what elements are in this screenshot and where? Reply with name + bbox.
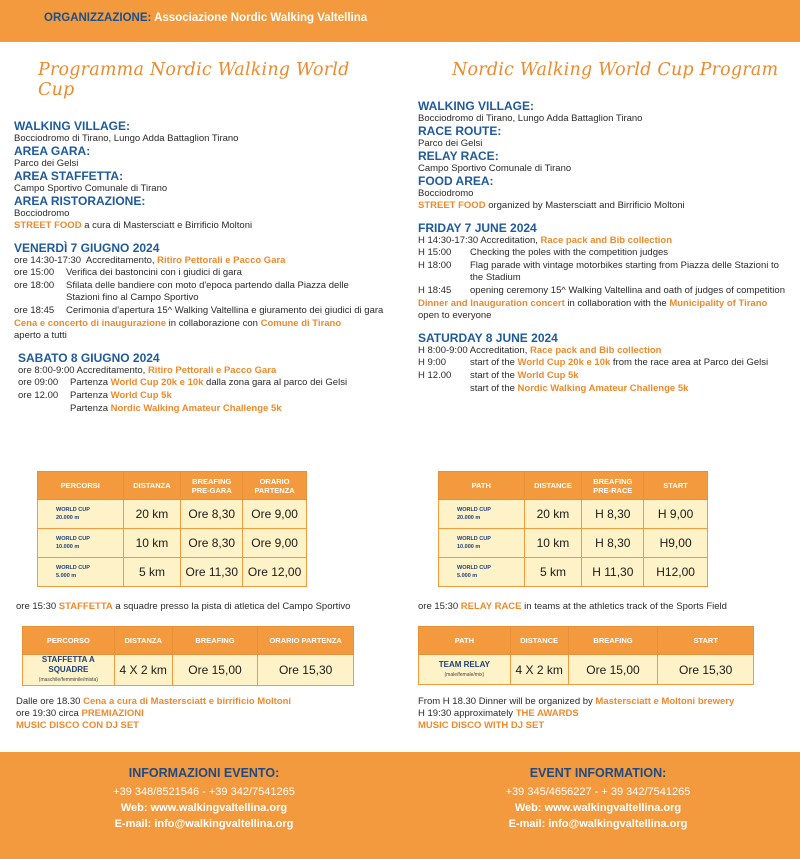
area-text: Bocciodromo di Tirano, Lungo Adda Battaglion Tirano bbox=[418, 113, 643, 124]
table-cell: Ore 15,30 bbox=[658, 655, 754, 685]
table-cell: H 8,30 bbox=[582, 500, 644, 529]
table-cell: Ore 12,00 bbox=[243, 558, 307, 587]
info-web-link[interactable]: Web: www.walkingvaltellina.org bbox=[120, 802, 288, 814]
area-text: Campo Sportivo Comunale di Tirano bbox=[14, 183, 168, 194]
relay-sub: (maschile/femminile/mista) bbox=[38, 677, 98, 683]
table-header: DISTANZA bbox=[114, 627, 172, 655]
text: a squadre presso la pista di atletica del Campo Sportivo bbox=[112, 601, 351, 612]
closing-dinner bbox=[418, 696, 734, 708]
highlight: Municipality of Tirano bbox=[669, 298, 768, 309]
day1-schedule bbox=[418, 247, 788, 298]
schedule-time: H 18:45 bbox=[418, 285, 452, 296]
day2-accreditation bbox=[18, 365, 384, 377]
table-header: ORARIO PARTENZA bbox=[243, 472, 307, 500]
relay-table-it bbox=[22, 626, 354, 686]
area-text: Bocciodromo di Tirano, Lungo Adda Battaglion Tirano bbox=[14, 133, 239, 144]
relay-sub: (male/female/mix) bbox=[444, 671, 485, 678]
highlight: PREMIAZIONI bbox=[81, 708, 144, 719]
closing-en bbox=[418, 696, 734, 732]
highlight: Cena e concerto di inaugurazione bbox=[14, 318, 167, 329]
table-header: START bbox=[644, 472, 708, 500]
relay-name: STAFFETTA A SQUADRE bbox=[41, 655, 95, 674]
table-header: START bbox=[658, 627, 754, 655]
organization-bar bbox=[0, 0, 800, 42]
table-row bbox=[419, 655, 754, 685]
day1-accreditation bbox=[14, 255, 384, 267]
text: Accreditamento, bbox=[76, 365, 148, 376]
relay-name: TEAM RELAY bbox=[438, 659, 490, 669]
text: Accreditamento, bbox=[85, 255, 158, 266]
table-cell: WORLD CUP 20.000 m bbox=[439, 500, 525, 529]
area-heading: RACE ROUTE: bbox=[418, 124, 502, 138]
text: in teams at the athletics track of the Sports Field bbox=[521, 601, 727, 612]
time: H 14:30-17:30 bbox=[418, 235, 479, 246]
text: Accreditation, bbox=[480, 235, 541, 246]
highlight: Nordic Walking Amateur Challenge 5k bbox=[110, 403, 282, 414]
schedule-text bbox=[470, 357, 788, 370]
text: Dalle ore 18.30 bbox=[16, 696, 84, 707]
day1-title: VENERDÌ 7 GIUGNO 2024 bbox=[14, 241, 160, 255]
table-header: BREAFING PRE-GARA bbox=[181, 472, 243, 500]
table-row bbox=[439, 558, 708, 587]
day2-title: SATURDAY 8 JUNE 2024 bbox=[418, 331, 558, 345]
text: start of the bbox=[470, 357, 518, 368]
schedule-text bbox=[70, 390, 384, 403]
day2-title: SABATO 8 GIUGNO 2024 bbox=[18, 351, 160, 365]
table-cell: H 8,30 bbox=[582, 529, 644, 558]
table-row bbox=[23, 655, 354, 686]
table-cell: 5 km bbox=[524, 558, 582, 587]
schedule-text: Flag parade with vintage motorbikes starting from Piazza delle Stazioni to the Stadium bbox=[470, 260, 779, 283]
info-web-link[interactable]: Web: www.walkingvaltellina.org bbox=[514, 802, 682, 814]
text: ore 19:30 circa bbox=[16, 708, 82, 719]
highlight: Dinner and Inauguration concert bbox=[418, 298, 565, 309]
info-phone: +39 345/4656227 - + 39 342/7541265 bbox=[505, 786, 691, 798]
concert-open: aperto a tutti bbox=[14, 330, 67, 341]
table-cell: 10 km bbox=[123, 529, 181, 558]
table-cell: 10 km bbox=[524, 529, 582, 558]
italian-title: Programma Nordic Walking World Cup bbox=[38, 60, 350, 100]
info-title: INFORMAZIONI EVENTO: bbox=[128, 766, 280, 780]
schedule-time: H 9:00 bbox=[418, 357, 446, 368]
street-food-text: organized by Mastersciatt and Birrificio Moltoni bbox=[485, 200, 685, 211]
table-header: PERCORSI bbox=[38, 472, 124, 500]
table-header: PATH bbox=[419, 627, 511, 655]
schedule-text bbox=[470, 383, 788, 396]
table-cell: 4 X 2 km bbox=[510, 655, 568, 685]
text: Accreditation, bbox=[469, 345, 530, 356]
race-table-it bbox=[37, 471, 307, 587]
highlight: World Cup 5k bbox=[110, 390, 172, 401]
time: H 8:00-9:00 bbox=[418, 345, 468, 356]
time: ore 15:30 bbox=[418, 601, 459, 612]
closing-disco bbox=[16, 720, 291, 732]
table-header: DISTANZA bbox=[123, 472, 181, 500]
highlight: Nordic Walking Amateur Challenge 5k bbox=[517, 383, 689, 394]
closing-it bbox=[16, 696, 291, 732]
street-food-line bbox=[14, 220, 384, 232]
table-row bbox=[439, 500, 708, 529]
table-header: PATH bbox=[439, 472, 525, 500]
text: from the race area at Parco dei Gelsi bbox=[610, 357, 769, 368]
schedule-time: H 15:00 bbox=[418, 247, 452, 258]
highlight: World Cup 20k e 10k bbox=[110, 377, 204, 388]
closing-awards bbox=[418, 708, 734, 720]
italian-column bbox=[14, 60, 384, 416]
race-table-en bbox=[438, 471, 708, 587]
table-row bbox=[38, 529, 307, 558]
table-cell: Ore 15,00 bbox=[568, 655, 658, 685]
text: Partenza bbox=[70, 377, 111, 388]
text: start of the bbox=[470, 370, 518, 381]
time: ore 15:30 bbox=[16, 601, 57, 612]
text: in collaborazione con bbox=[166, 318, 261, 329]
schedule-time: ore 18:45 bbox=[14, 305, 55, 316]
text: Partenza bbox=[70, 403, 111, 414]
info-block-it bbox=[24, 766, 384, 832]
area-heading: AREA RISTORAZIONE: bbox=[14, 194, 146, 208]
schedule-text: Verifica dei bastoncini con i giudici di gara bbox=[66, 267, 242, 278]
area-heading: WALKING VILLAGE: bbox=[418, 99, 534, 113]
day2-schedule bbox=[18, 377, 384, 416]
area-text: Campo Sportivo Comunale di Tirano bbox=[418, 163, 572, 174]
text: in collaboration with the bbox=[564, 298, 670, 309]
area-heading: RELAY RACE: bbox=[418, 149, 499, 163]
schedule-text bbox=[70, 377, 384, 390]
highlight: Comune di Tirano bbox=[260, 318, 342, 329]
table-cell: H 11,30 bbox=[582, 558, 644, 587]
day2-schedule bbox=[418, 357, 788, 396]
highlight: Ritiro Pettorali e Pacco Gara bbox=[157, 255, 286, 266]
day1-accreditation bbox=[418, 235, 788, 247]
area-text: Parco dei Gelsi bbox=[14, 158, 79, 169]
highlight: RELAY RACE bbox=[460, 601, 522, 612]
relay-line-en bbox=[418, 601, 727, 613]
text: Partenza bbox=[70, 390, 111, 401]
time: ore 14:30-17:30 bbox=[14, 255, 82, 266]
area-text: Parco dei Gelsi bbox=[418, 138, 483, 149]
table-cell bbox=[23, 655, 115, 686]
info-email-link[interactable]: E-mail: info@walkingvaltellina.org bbox=[508, 818, 688, 830]
table-cell: Ore 15,00 bbox=[172, 655, 258, 686]
highlight: MUSIC DISCO WITH DJ SET bbox=[418, 720, 545, 731]
area-heading: AREA GARA: bbox=[14, 144, 91, 158]
closing-dinner bbox=[16, 696, 291, 708]
highlight: World Cup 20k e 10k bbox=[517, 357, 611, 368]
table-cell: H 9,00 bbox=[644, 500, 708, 529]
highlight: Mastersciatt e Moltoni brewery bbox=[595, 696, 735, 707]
table-header: DISTANCE bbox=[524, 472, 582, 500]
organization-label: ORGANIZZAZIONE: bbox=[44, 12, 152, 24]
relay-table-en bbox=[418, 626, 754, 685]
highlight: World Cup 5k bbox=[517, 370, 579, 381]
info-phone: +39 348/8521546 - +39 342/7541265 bbox=[113, 786, 295, 798]
area-heading: FOOD AREA: bbox=[418, 174, 494, 188]
time: ore 8:00-9:00 bbox=[18, 365, 75, 376]
relay-line-it bbox=[16, 601, 350, 613]
closing-disco bbox=[418, 720, 734, 732]
table-header: BREAFING bbox=[568, 627, 658, 655]
info-block-en bbox=[418, 766, 778, 832]
table-header: DISTANCE bbox=[510, 627, 568, 655]
schedule-text: Checking the poles with the competition judges bbox=[470, 247, 669, 258]
table-row bbox=[439, 529, 708, 558]
info-email-link[interactable]: E-mail: info@walkingvaltellina.org bbox=[114, 818, 294, 830]
table-cell: H9,00 bbox=[644, 529, 708, 558]
english-title: Nordic Walking World Cup Program bbox=[452, 60, 779, 80]
table-cell: H12,00 bbox=[644, 558, 708, 587]
schedule-time: H 12.00 bbox=[418, 370, 452, 381]
schedule-time: H 18:00 bbox=[418, 260, 452, 271]
area-heading: WALKING VILLAGE: bbox=[14, 119, 130, 133]
concert-open: open to everyone bbox=[418, 310, 492, 321]
schedule-time: ore 15:00 bbox=[14, 267, 55, 278]
street-food-text: a cura di Mastersciatt e Birrificio Moltoni bbox=[81, 220, 253, 231]
english-column bbox=[418, 60, 788, 396]
table-cell: 4 X 2 km bbox=[114, 655, 172, 686]
highlight: Ritiro Pettorali e Pacco Gara bbox=[147, 365, 277, 376]
highlight: THE AWARDS bbox=[515, 708, 579, 719]
table-cell: WORLD CUP 10.000 m bbox=[38, 529, 124, 558]
schedule-time: ore 12.00 bbox=[18, 390, 59, 401]
table-cell: WORLD CUP 5.000 m bbox=[38, 558, 124, 587]
table-cell: Ore 8,30 bbox=[181, 500, 243, 529]
text: start of the bbox=[470, 383, 518, 394]
day2-accreditation bbox=[418, 345, 788, 357]
highlight: STAFFETTA bbox=[58, 601, 113, 612]
schedule-text: opening ceremony 15^ Walking Valtellina and oath of judges of competition bbox=[470, 285, 785, 296]
table-cell: 20 km bbox=[123, 500, 181, 529]
schedule-text bbox=[470, 370, 788, 383]
text: dalla zona gara al parco dei Gelsi bbox=[203, 377, 348, 388]
text: From H 18.30 Dinner will be organized by bbox=[418, 696, 596, 707]
table-cell: Ore 8,30 bbox=[181, 529, 243, 558]
table-row bbox=[38, 558, 307, 587]
day1-title: FRIDAY 7 JUNE 2024 bbox=[418, 221, 537, 235]
table-cell: WORLD CUP 10.000 m bbox=[439, 529, 525, 558]
info-title: EVENT INFORMATION: bbox=[529, 766, 667, 780]
schedule-text: Sfilata delle bandiere con moto d'epoca partendo dalla Piazza delle Stazioni fino al Campo Sportivo bbox=[66, 280, 349, 303]
table-header: PERCORSO bbox=[23, 627, 115, 655]
highlight: Cena a cura di Mastersciatt e birrificio Moltoni bbox=[83, 696, 292, 707]
area-heading: AREA STAFFETTA: bbox=[14, 169, 124, 183]
highlight: MUSIC DISCO CON DJ SET bbox=[16, 720, 139, 731]
table-cell: Ore 11,30 bbox=[181, 558, 243, 587]
area-text: Bocciodromo bbox=[418, 188, 474, 199]
schedule-time: ore 09:00 bbox=[18, 377, 59, 388]
table-header: ORARIO PARTENZA bbox=[258, 627, 354, 655]
schedule-time: ore 18:00 bbox=[14, 280, 55, 291]
schedule-text: Cerimonia d'apertura 15^ Walking Valtellina e giuramento dei giudici di gara bbox=[66, 305, 384, 316]
table-cell bbox=[419, 655, 511, 685]
closing-awards bbox=[16, 708, 291, 720]
street-food-line bbox=[418, 200, 788, 212]
day1-schedule bbox=[14, 267, 384, 318]
area-text: Bocciodromo bbox=[14, 208, 70, 219]
highlight: Race pack and Bib collection bbox=[529, 345, 662, 356]
table-cell: Ore 15,30 bbox=[258, 655, 354, 686]
table-cell: WORLD CUP 20.000 m bbox=[38, 500, 124, 529]
table-header: BREAFING PRE-RACE bbox=[582, 472, 644, 500]
table-cell: WORLD CUP 5.000 m bbox=[439, 558, 525, 587]
table-row bbox=[38, 500, 307, 529]
concert-line bbox=[14, 318, 384, 330]
table-cell: 20 km bbox=[524, 500, 582, 529]
street-food-label: STREET FOOD bbox=[418, 200, 486, 211]
text: H 19:30 approximately bbox=[418, 708, 516, 719]
schedule-text bbox=[70, 403, 384, 416]
table-header: BREAFING bbox=[172, 627, 258, 655]
info-bar bbox=[0, 752, 800, 859]
table-cell: Ore 9,00 bbox=[243, 500, 307, 529]
highlight: Race pack and Bib collection bbox=[540, 235, 673, 246]
table-cell: 5 km bbox=[123, 558, 181, 587]
table-cell: Ore 9,00 bbox=[243, 529, 307, 558]
organization-name: Associazione Nordic Walking Valtellina bbox=[154, 12, 368, 24]
concert-line bbox=[418, 298, 788, 310]
street-food-label: STREET FOOD bbox=[14, 220, 82, 231]
